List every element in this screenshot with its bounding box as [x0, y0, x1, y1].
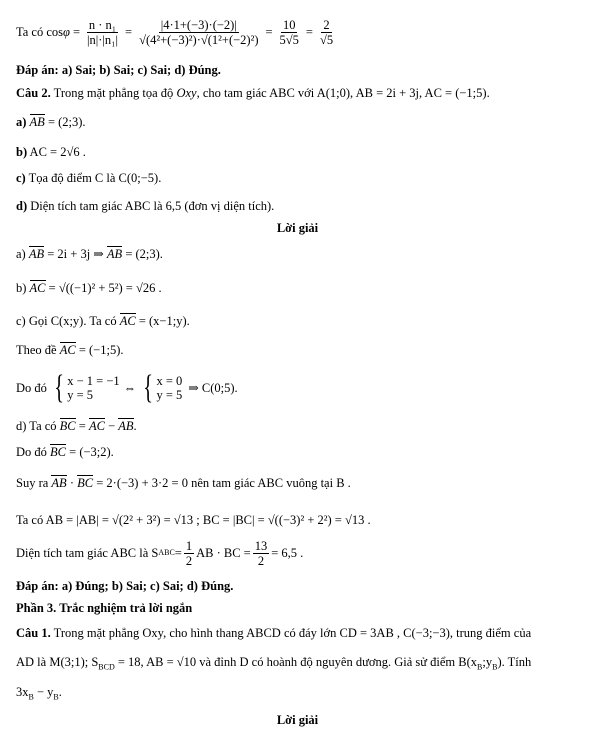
text-segment: Suy ra — [16, 476, 52, 490]
text-segment: = 2·(−3) + 3·2 = 0 nên tam giác ABC vuông tại B . — [93, 476, 351, 490]
symbol: Oxy — [176, 86, 197, 100]
question-text: ). Tính — [497, 655, 532, 669]
vector: BC — [59, 419, 76, 433]
heading-text: Phần 3. Trắc nghiệm trả lời ngắn — [16, 601, 193, 615]
question-label: Câu 2. — [16, 86, 51, 100]
text-segment: · — [66, 476, 78, 490]
text-segment: = 2i + 3j ⇒ — [44, 247, 107, 261]
subscript: ABC — [158, 548, 175, 557]
vector: AB — [118, 419, 134, 433]
numerator: 1 — [185, 538, 193, 553]
text-segment: AB · BC = — [196, 546, 251, 560]
text-segment: = — [75, 419, 89, 433]
text-segment: = — [174, 546, 182, 560]
text-segment: . — [133, 419, 137, 433]
text-segment: ⇒ C(0;5). — [188, 381, 238, 395]
heading-text: Lời giải — [276, 221, 319, 235]
denominator: √5 — [319, 32, 334, 47]
symbol: = — [265, 25, 273, 39]
numerator: 2 — [323, 17, 330, 32]
answer-text: Đáp án: a) Sai; b) Sai; c) Sai; d) Đúng. — [16, 63, 221, 77]
fraction — [137, 18, 260, 47]
question-text: = 18, AB = √10 và đỉnh D có hoành độ nguyên dương. Giả sử điểm B(x — [114, 655, 478, 669]
question-text: . — [58, 685, 62, 699]
subscript: B — [53, 692, 59, 702]
text-segment: = 6,5 . — [271, 546, 304, 560]
statement-d — [16, 198, 274, 214]
answer-text: Đáp án: a) Đúng; b) Sai; c) Sai; d) Đúng. — [16, 579, 234, 593]
solution-line — [16, 512, 371, 528]
question-text: 3x — [16, 685, 29, 699]
text-segment: − — [104, 419, 119, 433]
vector: AB — [51, 476, 67, 490]
symbol: = — [305, 25, 313, 39]
equation-system: { x − 1 = −1 y = 5 — [54, 369, 120, 406]
solution-line — [16, 280, 162, 296]
text-segment: d) Ta có — [16, 419, 60, 433]
question-text: Trong mặt phẳng tọa độ — [50, 86, 177, 100]
symbol: φ — [63, 25, 70, 39]
statement-text: = (2;3). — [44, 115, 86, 129]
subscript: BCD — [98, 662, 115, 672]
denominator: √(4²+(−3)²)·√(1²+(−2)²) — [139, 32, 259, 47]
question-line — [16, 684, 62, 706]
section-heading — [16, 600, 192, 616]
subscript: B — [28, 692, 34, 702]
text-segment: Do đó — [16, 381, 47, 395]
fraction — [253, 539, 270, 568]
text-segment: c) Gọi C(x;y). Ta có — [16, 314, 120, 328]
answer-line — [16, 578, 233, 594]
solution-line — [16, 418, 137, 434]
solution-line — [16, 444, 114, 460]
text-segment: Do đó — [16, 445, 51, 459]
symbol: = — [125, 25, 133, 39]
text-segment: Ta có AB = |AB| = √(2² + 3²) = √13 ; BC = |BC| = √((−3)² + 2²) = √13 . — [16, 513, 371, 527]
solution-system — [16, 368, 238, 408]
numerator: 10 — [282, 17, 296, 32]
denominator: 2 — [257, 553, 265, 568]
question-text: Trong mặt phẳng Oxy, cho hình thang ABCD có đáy lớn CD = 3AB , C(−3;−3), trung điểm của — [50, 626, 532, 640]
text-segment: b) — [16, 281, 30, 295]
question-text: AD là M(3;1); S — [16, 655, 99, 669]
text-segment: = (−1;5). — [75, 343, 124, 357]
vector: AC — [88, 419, 105, 433]
text-segment: = (2;3). — [122, 247, 163, 261]
solution-line — [16, 475, 351, 491]
line-cosphi — [16, 12, 337, 52]
fraction — [184, 539, 194, 568]
text-segment: = (x−1;y). — [135, 314, 190, 328]
statement-b — [16, 144, 86, 160]
solution-line — [16, 246, 163, 262]
statement-text: Tọa độ điểm C là C(0;−5). — [25, 171, 162, 185]
statement-label: b) — [16, 145, 28, 159]
fraction — [318, 18, 335, 47]
numerator: |4·1+(−3)·(−2)| — [160, 17, 237, 32]
numerator: 13 — [254, 538, 268, 553]
denominator: 5√5 — [279, 32, 299, 47]
text-segment: = (−3;2). — [66, 445, 114, 459]
symbol: = — [72, 25, 81, 39]
statement-label: c) — [16, 171, 26, 185]
text-segment: Theo đề — [16, 343, 60, 357]
question-text: − y — [33, 685, 54, 699]
vector: AB — [29, 115, 45, 129]
fraction — [278, 18, 301, 47]
vector: BC — [50, 445, 67, 459]
subscript: B — [492, 662, 498, 672]
statement-c — [16, 170, 161, 186]
symbol: ⇔ — [123, 381, 137, 395]
solution-area — [16, 538, 303, 568]
answer-line — [16, 62, 221, 78]
equation: x = 0 — [156, 374, 183, 388]
vector: AC — [119, 314, 136, 328]
numerator: n · n₁ — [88, 17, 117, 32]
equation-system: { x = 0 y = 5 — [143, 369, 183, 406]
denominator: |n|·|n₁| — [87, 32, 119, 47]
vector: BC — [77, 476, 94, 490]
text-segment: Ta có cos — [16, 25, 64, 39]
statement-text: Diện tích tam giác ABC là 6,5 (đơn vị diện tích). — [27, 199, 275, 213]
solution-line — [16, 342, 124, 358]
equation: x − 1 = −1 — [67, 374, 120, 388]
text-segment: Diện tích tam giác ABC là S — [16, 546, 159, 560]
solution-line — [16, 313, 190, 329]
solution-heading — [0, 712, 595, 728]
vector: AC — [29, 281, 46, 295]
solution-heading — [0, 220, 595, 236]
question-text: , cho tam giác ABC với A(1;0), AB = 2i + 3j, AC = (−1;5). — [196, 86, 490, 100]
text-segment: a) — [16, 247, 29, 261]
equation: y = 5 — [67, 388, 94, 402]
equation: y = 5 — [156, 388, 183, 402]
subscript: B — [477, 662, 483, 672]
question-line — [16, 85, 490, 101]
text-segment: = √((−1)² + 5²) = √26 . — [45, 281, 162, 295]
vector: AC — [59, 343, 76, 357]
question-line — [16, 654, 531, 676]
statement-label: d) — [16, 199, 28, 213]
question-line — [16, 625, 531, 641]
statement-text: AC = 2√6 . — [27, 145, 86, 159]
statement-label: a) — [16, 115, 27, 129]
fraction — [85, 18, 120, 47]
question-label: Câu 1. — [16, 626, 51, 640]
vector: AB — [106, 247, 123, 261]
statement-a — [16, 114, 86, 130]
denominator: 2 — [185, 553, 193, 568]
question-text: ;y — [482, 655, 493, 669]
vector: AB — [28, 247, 45, 261]
heading-text: Lời giải — [276, 713, 319, 727]
